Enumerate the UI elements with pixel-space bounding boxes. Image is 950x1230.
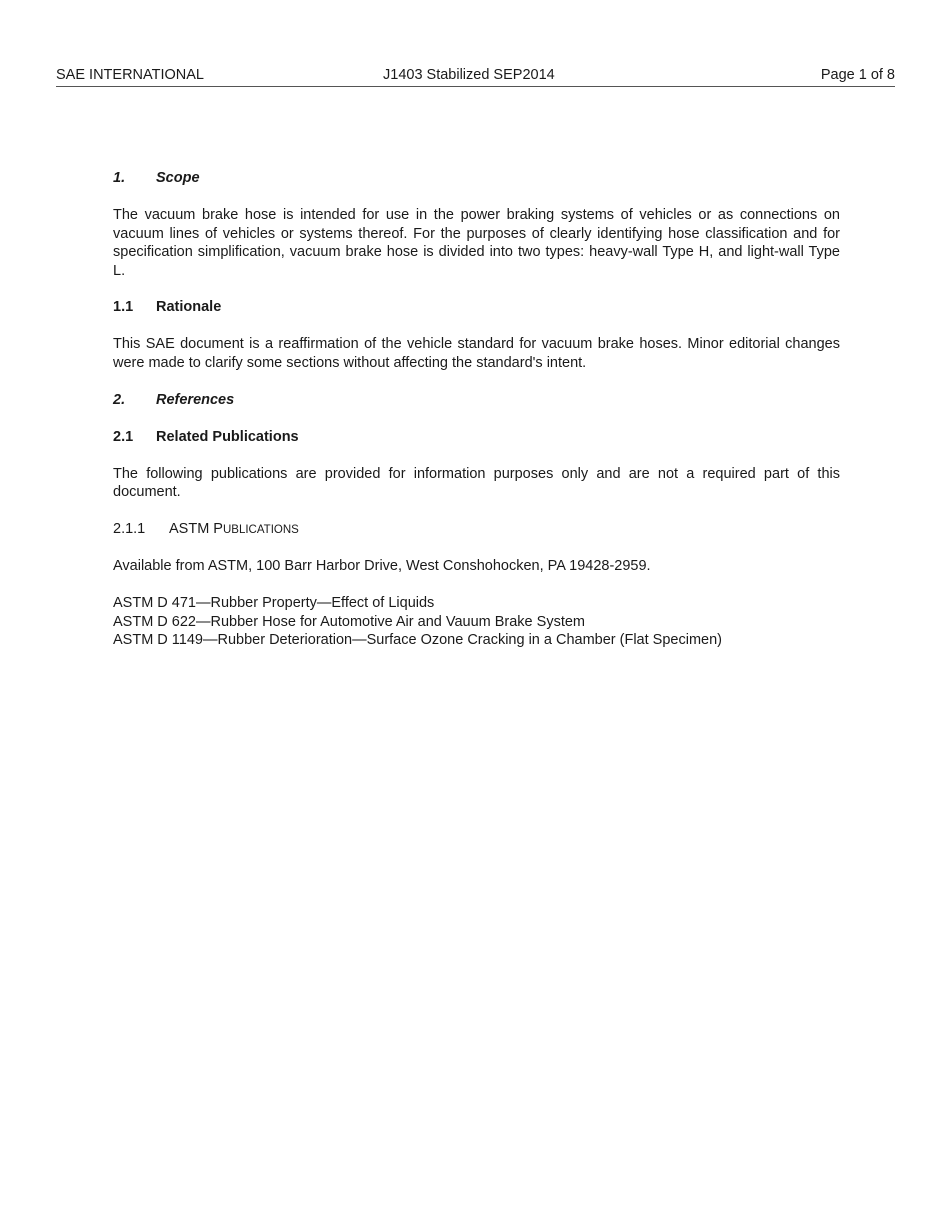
section-number: 1.: [113, 170, 126, 186]
scope-paragraph: The vacuum brake hose is intended for use in the power braking systems of vehicles or as connections on vacuum lines of vehicles or systems thereof. For the purposes of clearly identifying hose classification and for specification simplification, vacuum brake hose is divided into two types: heavy-wall Type H, and light-wall Type L.: [113, 207, 840, 279]
rationale-paragraph: This SAE document is a reaffirmation of the vehicle standard for vacuum brake hoses. Minor editorial changes were made to clarify some sections without affecting the standard's intent.: [113, 336, 840, 371]
section-rationale-heading: [113, 298, 840, 317]
astm-availability: Available from ASTM, 100 Barr Harbor Drive, West Conshohocken, PA 19428-2959.: [113, 558, 651, 575]
reference-item: ASTM D 471—Rubber Property—Effect of Liquids: [113, 594, 435, 611]
section-title: Related Publications: [156, 428, 299, 445]
header-organization: SAE INTERNATIONAL: [56, 67, 204, 83]
section-title: References: [156, 391, 235, 408]
page-header: [56, 66, 895, 87]
reference-item: ASTM D 1149—Rubber Deterioration—Surface Ozone Cracking in a Chamber (Flat Specimen): [113, 632, 722, 649]
section-references-heading: [113, 391, 840, 410]
section-title: Scope: [156, 170, 200, 186]
section-number: 2.: [113, 391, 126, 408]
header-document-id: J1403 Stabilized SEP2014: [383, 67, 555, 83]
reference-item: ASTM D 622—Rubber Hose for Automotive Air and Vauum Brake System: [113, 613, 585, 630]
section-title: Rationale: [156, 299, 222, 316]
section-related-publications-heading: [113, 428, 840, 447]
section-number: 2.1.1: [113, 520, 146, 537]
section-title-first: ASTM P: [169, 520, 223, 537]
document-body: [113, 169, 840, 650]
header-page-number: Page 1 of 8: [820, 67, 895, 83]
related-publications-paragraph: The following publications are provided for information purposes only and are not a required part of this document.: [113, 465, 840, 501]
section-title-rest: UBLICATIONS: [222, 523, 299, 536]
section-number: 2.1: [113, 428, 134, 445]
section-scope-heading: [113, 169, 840, 188]
section-astm-publications-heading: [113, 520, 840, 540]
section-number: 1.1: [113, 299, 134, 316]
